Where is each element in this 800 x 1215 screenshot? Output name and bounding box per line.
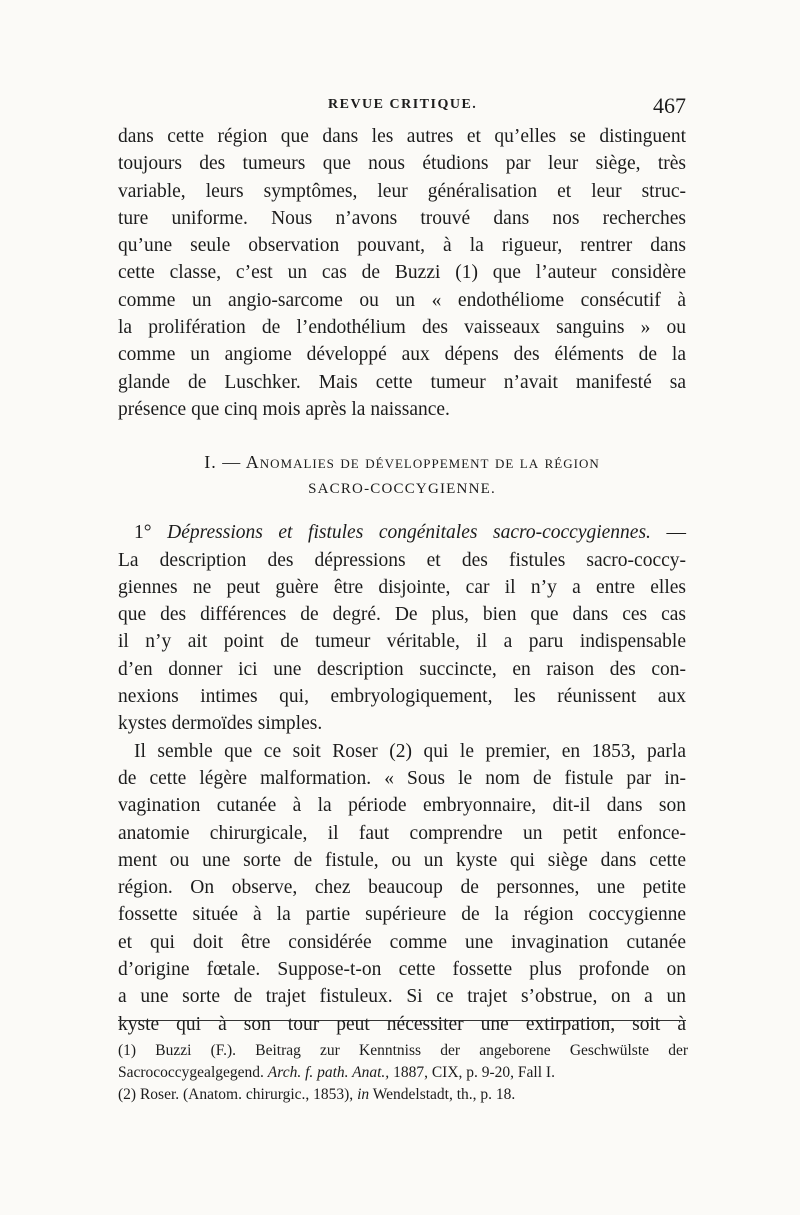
text-line: nexions intimes qui, embryologiquement, les réunissent aux <box>118 686 686 708</box>
body-text <box>118 123 686 1038</box>
subsection-dash: — <box>666 522 686 544</box>
subsection-title: Dépressions et fistules congénitales sacro-coccygiennes. <box>167 522 651 544</box>
footnote-2-in: in <box>357 1086 370 1103</box>
text-line: a une sorte de trajet fistuleux. Si ce trajet s’obstrue, on a un <box>118 986 686 1008</box>
text-line: dans cette région que dans les autres et qu’elles se distinguent <box>118 126 686 147</box>
subsection-title-line <box>118 519 686 546</box>
text-line: La description des dépressions et des fistules sacro-coccy- <box>118 549 686 571</box>
footnote-2-ref: Wendelstadt, th., p. 18. <box>372 1086 516 1103</box>
paragraph-3 <box>118 738 686 1038</box>
text-line: toujours des tumeurs que nous étudions par leur siège, très <box>118 153 686 175</box>
text-line: ture uniforme. Nous n’avons trouvé dans nos recherches <box>118 207 686 229</box>
text-line: anatomie chirurgicale, il faut comprendre un petit enfonce- <box>118 822 686 844</box>
paragraph-1 <box>118 123 686 423</box>
paragraph-2 <box>118 519 686 737</box>
footnote-1-line-2 <box>118 1062 688 1084</box>
text-line: que des différences de degré. De plus, bien que dans ces cas <box>118 604 686 626</box>
text-line: variable, leurs symptômes, leur généralisation et leur struc- <box>118 180 686 202</box>
running-title: REVUE CRITIQUE. <box>328 97 478 112</box>
text-line: ment ou une sorte de fistule, ou un kyste qui siège dans cette <box>118 849 686 871</box>
text-line: région. On observe, chez beaucoup de personnes, une petite <box>118 877 686 899</box>
text-line: kystes dermoïdes simples. <box>118 713 323 735</box>
section-heading-line-1: I. — Anomalies de développement de la région <box>204 452 600 473</box>
text-line: Il semble que ce soit Roser (2) qui le premier, en 1853, parla <box>134 740 686 762</box>
footnote-1-title: Sacrococcygealgegend. <box>118 1064 264 1081</box>
text-line: comme un angiome développé aux dépens des éléments de la <box>118 344 686 366</box>
text-line: qu’une seule observation pouvant, à la rigueur, rentrer dans <box>118 235 686 257</box>
section-heading-line-2: SACRO-COCCYGIENNE. <box>308 481 496 498</box>
footnote-rule <box>118 1020 686 1021</box>
text-line: présence que cinq mois après la naissance. <box>118 398 450 420</box>
text-line: d’en donner ici une description succincte, en raison des con- <box>118 658 686 680</box>
text-line: et qui doit être considérée comme une invagination cutanée <box>118 931 686 953</box>
text-line: de cette légère malformation. « Sous le nom de fistule par in- <box>118 767 686 789</box>
text-line: giennes ne peut guère être disjointe, car il n’y a entre elles <box>118 576 686 598</box>
text-line: comme un angio-sarcome ou un « endothéliome consécutif à <box>118 289 686 311</box>
footnote-1-ref: 1887, CIX, p. 9-20, Fall I. <box>393 1064 555 1081</box>
subsection-number: 1° <box>134 522 152 544</box>
text-line: d’origine fœtale. Suppose-t-on cette fossette plus profonde on <box>118 959 686 981</box>
footnotes <box>118 1040 688 1106</box>
text-line: fossette située à la partie supérieure de la région coccygienne <box>118 904 686 926</box>
text-line: vagination cutanée à la période embryonnaire, dit-il dans son <box>118 795 686 817</box>
text-line: il n’y ait point de tumeur véritable, il a paru indispensable <box>118 631 686 653</box>
text-line: glande de Luschker. Mais cette tumeur n’avait manifesté sa <box>118 371 686 393</box>
page-number: 467 <box>653 93 686 118</box>
footnote-2 <box>118 1084 688 1106</box>
text-line: la prolifération de l’endothélium des vaisseaux sanguins » ou <box>118 317 686 339</box>
text-line: kyste qui à son tour peut nécessiter une extirpation, soit à <box>118 1013 686 1035</box>
text-line: cette classe, c’est un cas de Buzzi (1) que l’auteur considère <box>118 262 686 284</box>
footnote-1-line-1: (1) Buzzi (F.). Beitrag zur Kenntniss der angeborene Geschwülste der <box>118 1042 688 1059</box>
section-heading <box>118 449 686 503</box>
footnote-1-journal: Arch. f. path. Anat., <box>267 1064 390 1081</box>
running-header <box>120 93 686 119</box>
footnote-2-source: (2) Roser. (Anatom. chirurgic., 1853), <box>118 1086 354 1103</box>
